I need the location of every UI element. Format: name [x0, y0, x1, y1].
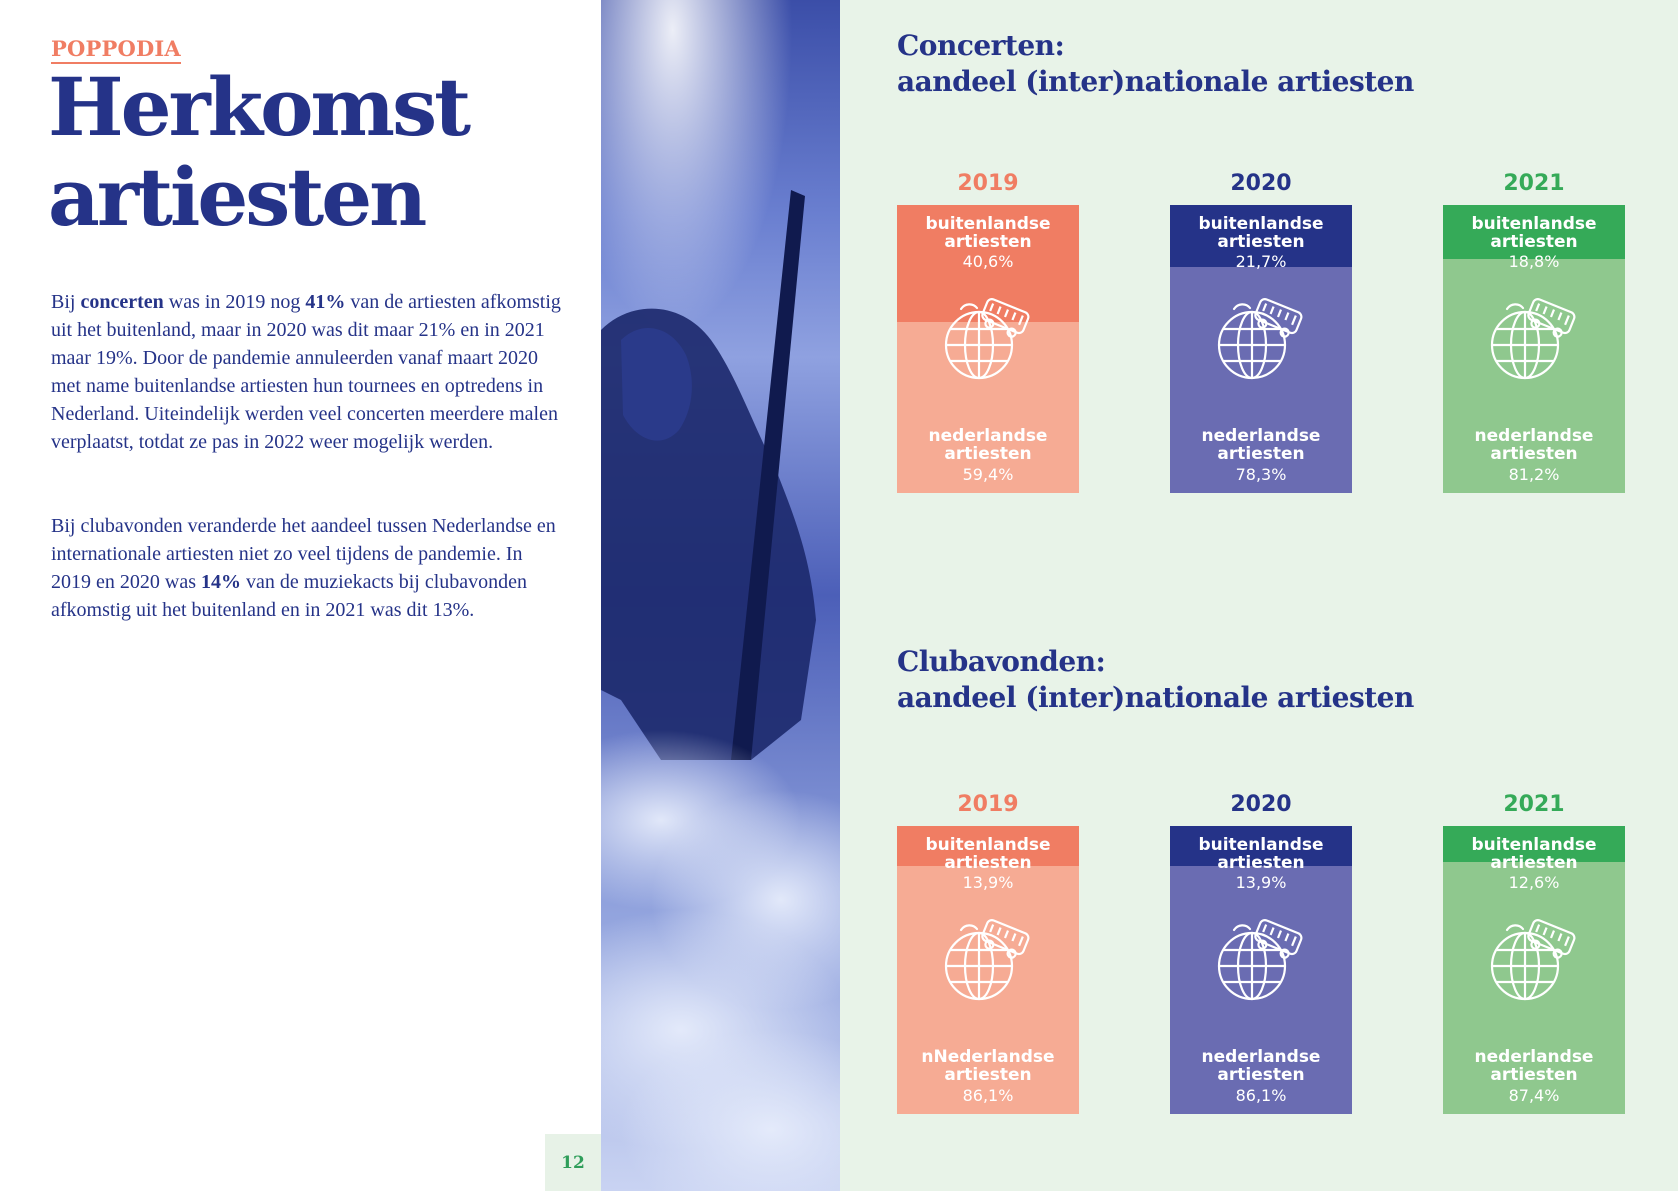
label-nederlandse-artiesten: nNederlandse artiesten — [921, 1047, 1055, 1085]
intro-paragraph-clubs — [51, 512, 561, 624]
globe-icon — [1489, 295, 1579, 385]
chart2-bar-2020 — [1170, 826, 1352, 1114]
page-title — [48, 62, 468, 242]
value-nederlandse-artiesten: 81,2% — [1508, 465, 1560, 484]
tour-bus-icon — [979, 919, 1030, 961]
value-nederlandse-artiesten: 87,4% — [1508, 1086, 1560, 1105]
value-buitenlandse-artiesten: 12,6% — [1508, 873, 1560, 892]
chart-subtitle: aandeel (inter)nationale artiesten — [897, 681, 1414, 714]
chart2-bar-2019 — [897, 826, 1079, 1114]
concert-photo — [601, 0, 840, 1191]
text-column — [0, 0, 600, 1191]
chart1-bar-2019 — [897, 205, 1079, 493]
chart1-year-label-2021: 2021 — [1503, 171, 1565, 196]
text-run: van de artiesten afkomstig uit het buitenland, maar in 2020 was dit maar 21% en in 2021 maar 19%. Door de pandemie annuleerden vanaf maart 2020 met name buitenlandse artiesten hun tournees en optredens in Nederland. Uiteindelijk werden veel concerten meerdere malen verplaatst, totdat ze pas in 2022 weer mogelijk werden. — [51, 291, 561, 453]
value-buitenlandse-artiesten: 13,9% — [962, 873, 1014, 892]
chart-subtitle: aandeel (inter)nationale artiesten — [897, 65, 1414, 98]
text-run: Bij clubavonden veranderde het aandeel tussen Nederlandse en internationale artiesten niet zo veel tijdens de pandemie. In 2019 en 2020 was — [51, 515, 556, 593]
chart1-year-label-2019: 2019 — [957, 171, 1019, 196]
label-buitenlandse-artiesten: buitenlandse artiesten — [925, 835, 1051, 873]
chart2-bar-2021 — [1443, 826, 1625, 1114]
text-run: was in 2019 nog — [163, 291, 306, 313]
label-buitenlandse-artiesten: buitenlandse artiesten — [1198, 835, 1324, 873]
label-nederlandse-artiesten: nederlandse artiesten — [928, 426, 1048, 464]
emphasis-percentage: 14% — [200, 571, 241, 593]
globe-icon — [1216, 916, 1306, 1006]
label-nederlandse-artiesten: nederlandse artiesten — [1201, 1047, 1321, 1085]
globe-icon — [943, 916, 1033, 1006]
label-buitenlandse-artiesten: buitenlandse artiesten — [1198, 214, 1324, 252]
globe-icon — [943, 295, 1033, 385]
value-buitenlandse-artiesten: 21,7% — [1235, 252, 1287, 271]
label-nederlandse-artiesten: nederlandse artiesten — [1474, 426, 1594, 464]
chart-title: Concerten: — [897, 29, 1065, 62]
concerts-chart-title — [897, 28, 1414, 100]
tour-bus-icon — [1252, 298, 1303, 340]
tour-bus-icon — [1252, 919, 1303, 961]
label-buitenlandse-artiesten: buitenlandse artiesten — [925, 214, 1051, 252]
value-nederlandse-artiesten: 78,3% — [1235, 465, 1287, 484]
value-buitenlandse-artiesten: 13,9% — [1235, 873, 1287, 892]
globe-icon — [1216, 295, 1306, 385]
page-title-line-2: artiesten — [48, 150, 425, 244]
tour-bus-icon — [1525, 298, 1576, 340]
emphasis-concerten: concerten — [80, 291, 164, 313]
tour-bus-icon — [979, 298, 1030, 340]
value-nederlandse-artiesten: 86,1% — [962, 1086, 1014, 1105]
chart-title: Clubavonden: — [897, 645, 1106, 678]
tour-bus-icon — [1525, 919, 1576, 961]
text-run: van de muziekacts bij clubavonden afkomstig uit het buitenland en in 2021 was dit 13%. — [51, 571, 527, 621]
text-run: Bij — [51, 291, 81, 313]
emphasis-percentage: 41% — [305, 291, 346, 313]
label-nederlandse-artiesten: nederlandse artiesten — [1201, 426, 1321, 464]
label-buitenlandse-artiesten: buitenlandse artiesten — [1471, 835, 1597, 873]
globe-icon — [1489, 916, 1579, 1006]
chart2-year-label-2019: 2019 — [957, 792, 1019, 817]
value-buitenlandse-artiesten: 18,8% — [1508, 252, 1560, 271]
chart1-year-label-2020: 2020 — [1230, 171, 1292, 196]
value-nederlandse-artiesten: 59,4% — [962, 465, 1014, 484]
clubs-chart-title — [897, 644, 1414, 716]
section-kicker: POPPODIA — [51, 36, 181, 64]
value-nederlandse-artiesten: 86,1% — [1235, 1086, 1287, 1105]
chart1-bar-2020 — [1170, 205, 1352, 493]
chart1-bar-2021 — [1443, 205, 1625, 493]
chart2-year-label-2020: 2020 — [1230, 792, 1292, 817]
infographic-panel — [840, 0, 1678, 1191]
page-number: 12 — [545, 1134, 601, 1191]
label-nederlandse-artiesten: nederlandse artiesten — [1474, 1047, 1594, 1085]
guitarist-illustration — [601, 0, 840, 1191]
chart2-year-label-2021: 2021 — [1503, 792, 1565, 817]
value-buitenlandse-artiesten: 40,6% — [962, 252, 1014, 271]
label-buitenlandse-artiesten: buitenlandse artiesten — [1471, 214, 1597, 252]
intro-paragraph-concerts — [51, 288, 561, 456]
page-title-line-1: Herkomst — [48, 60, 469, 154]
